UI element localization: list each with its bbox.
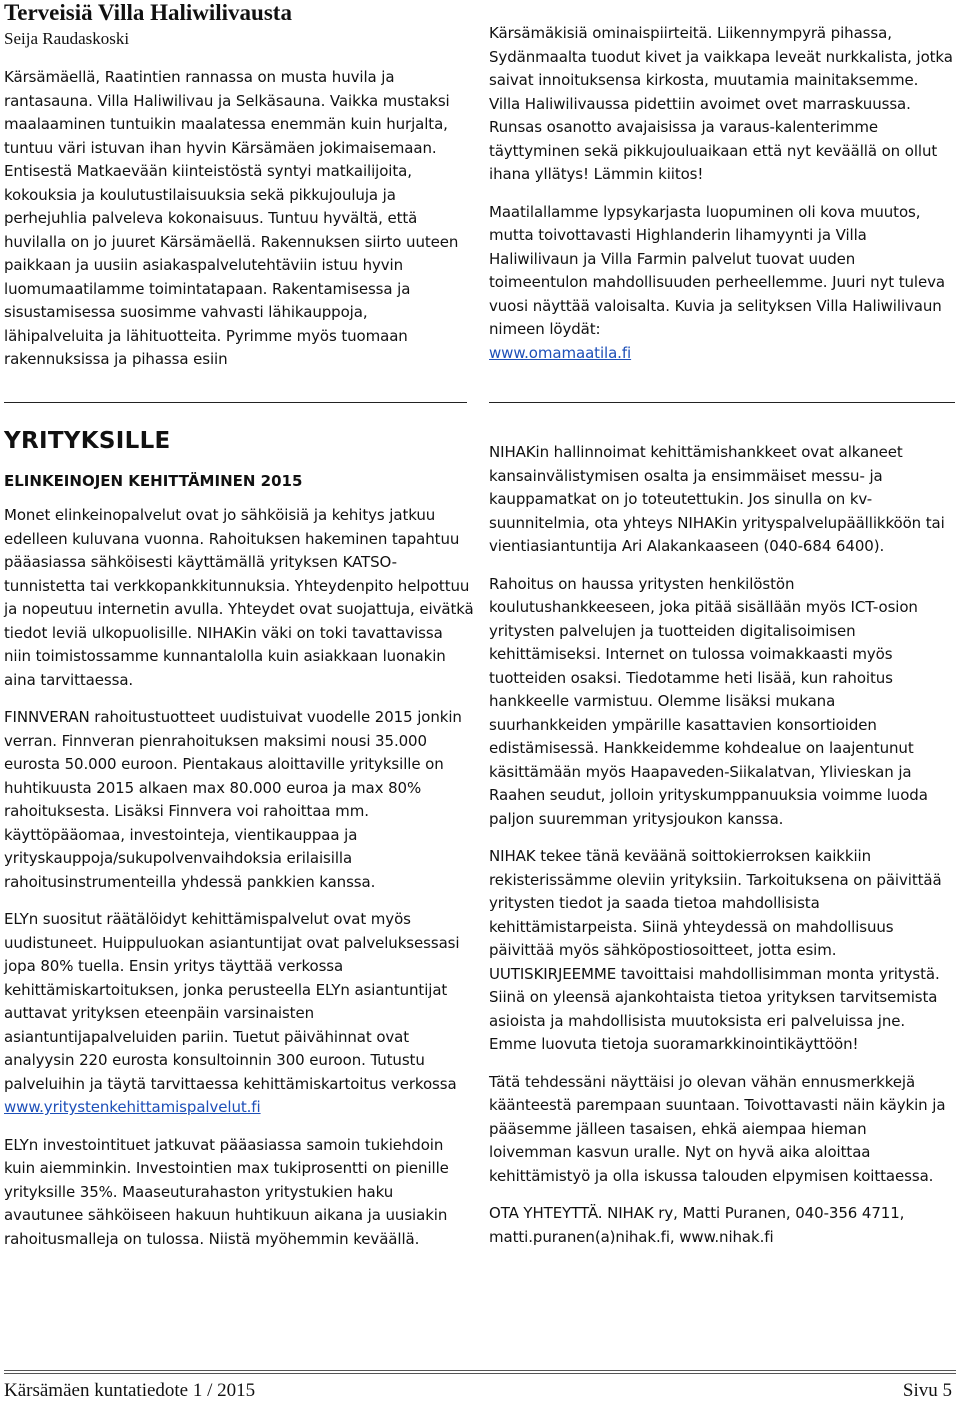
omamaatila-link[interactable]: www.omamaatila.fi <box>489 343 632 362</box>
contact-paragraph: OTA YHTEYTTÄ. NIHAK ry, Matti Puranen, 040-356 4711, matti.puranen(a)nihak.fi, www.nihak.fi <box>489 1204 905 1246</box>
footer-divider-top <box>4 1370 956 1371</box>
article-paragraph: NIHAKin hallinnoimat kehittämishankkeet ovat alkaneet kansainvälistymisen osalta ja ensimmäiset messu- ja kauppamatkat on jo toteutettukin. Jos sinulla on kv-suunnitelmia, ota yhteys NIHAKin yrityspalvelupäällikköön tai vientiasiantuntija Ari Alakankaaseen (040-684 6400). <box>489 443 945 555</box>
top-right-divider <box>489 402 955 403</box>
article-paragraph: Tätä tehdessäni näyttäisi jo olevan vähän ennusmerkkejä käänteestä parempaan suuntaan. Toivottavasti näin käykin ja pääsemme jälleen tasaisen, ehkä aiempaa hieman loivemman kasvun uralle. Nyt on hyvä aika aloittaa kehittämistyö ja olla iskussa talouden elpymisen koittaessa. <box>489 1072 946 1185</box>
article-author: Seija Raudaskoski <box>4 29 130 48</box>
article-paragraph <box>4 908 474 1120</box>
article-paragraph: FINNVERAN rahoitustuotteet uudistuivat vuodelle 2015 jonkin verran. Finnveran pienrahoituksen maksimi nousi 35.000 eurosta 50.000 euroon. Pientakaus aloittaville yrityksille on huhtikuusta 2015 alkaen max 80.000 euroa ja max 80% rahoituksesta. Lisäksi Finnvera voi rahoittaa mm. käyttöpääomaa, investointeja, vientikauppaa ja yrityskauppoja/sukupolvenvaihdoksia erilaisilla rahoitusinstrumenteilla yhdessä pankkien kanssa. <box>4 708 462 891</box>
article-paragraph: Rahoitus on haussa yritysten henkilöstön koulutushankkeeseen, joka pitää sisällään myös ICT-osion yritysten palvelujen ja tuotteiden digitalisoimisen kehittämiseksi. Internet on tulossa voimakkaasti myös tuotteiden osaksi. Tiedotamme heti lisää, kun rahoitus hankkeelle varmistuu. Olemme lisäksi mukana suurhankkeiden ympärille kasattavien konsortioiden edistämisessä. Hankkeidemme kohdealue on laajentunut käsittämään myös Haapaveden-Siikalatvan, Ylivieskan ja Raahen seudut, jolloin yrityskumppanuuksia voimme luoda paljon suuremman yritysjoukon kanssa. <box>489 574 928 828</box>
top-left-column <box>4 0 466 372</box>
companies-left-column <box>4 428 474 1251</box>
article-paragraph <box>489 201 953 366</box>
article-paragraph: Kärsämäellä, Raatintien rannassa on musta huvila ja rantasauna. Villa Haliwilivau ja Selkäsauna. Vaikka mustaksi maalaaminen tuntuikin maalatessa enemmän kuin hurjalta, tuntuu väri istuvan ihan hyvin Kärsämäen jokimaisemaan. Entisestä Matkaevään kiinteistöstä syntyi matkailijoita, kokouksia ja koulutustilaisuuksia sekä pikkujouluja ja perhejuhlia palveleva kokonaisuus. Tuntuu hyvältä, että huvilalla on jo juuret Kärsämäellä. Rakennuksen siirto uuteen paikkaan ja uusiin asiakaspalvelutehtäviin istuu hyvin luomumaatilamme toimintatapaan. Rakentamisessa ja sisustamisessa suosimme vahvasti lähikauppoja, lähipalveluita ja lähituotteita. Pyrimme myös tuomaan rakennuksissa ja pihassa esiin <box>4 68 459 368</box>
article-paragraph: Monet elinkeinopalvelut ovat jo sähköisiä ja kehitys jatkuu edelleen kuluvana vuonna. Rahoituksen hakeminen tapahtuu pääasiassa sähköisesti käyttämällä yrityksen KATSO-tunnistetta tai verkkopankkitunnuksia. Yhteydenpito helpottuu ja nopeutuu internetin avulla. Yhteydet ovat suojattuja, eivätkä tiedot leviä ulkopuolisille. NIHAKin väki on toki tavattavissa niin toimistossamme kunnantalolla kuin asiakkaan luonakin aina tarvittaessa. <box>4 506 474 689</box>
section-subheading: ELINKEINOJEN KEHITTÄMINEN 2015 <box>4 472 303 490</box>
article-paragraph: Kärsämäkisiä ominaispiirteitä. Liikennympyrä pihassa, Sydänmaalta tuodut kivet ja vaikkapa leveät nurkkalista, jotka saivat innoituksensa kirkosta, muutamia mainitaksemme. Villa Haliwilivaussa pidettiin avoimet ovet marraskuussa. Runsas osanotto avajaisissa ja varaus-kalenterimme täyttyminen sekä pikkujouluaikaan että nyt keväällä on ollut ihana yllätys! Lämmin kiitos! <box>489 24 953 183</box>
top-right-column <box>489 22 953 365</box>
article-title: Terveisiä Villa Haliwilivausta <box>4 0 292 25</box>
article-paragraph: ELYn investointituet jatkuvat pääasiassa samoin tukiehdoin kuin aiemminkin. Investointien max tukiprosentti on pienille yrityksille 35%. Maaseuturahaston yritystukien haku avautunee sähköiseen hakuun huhtikuun aikana ja uusiakin rahoitusmalleja on tulossa. Niistä myöhemmin keväällä. <box>4 1135 449 1248</box>
top-left-divider <box>4 402 467 403</box>
footer-page-number: Sivu 5 <box>902 1380 952 1401</box>
article-paragraph-text: ELYn suositut räätälöidyt kehittämispalvelut ovat myös uudistuneet. Huippuluokan asiantuntijat ovat palveluksessasi jopa 80% tuella. Ensin yritys täyttää verkossa kehittämiskartoituksen, jonka perusteella ELYn asiantuntijat auttavat yrityksen eteenpäin varsinaisten asiantuntijapalveluiden pariin. Tuetut päivähinnat ovat analyysin 220 eurosta konsultoinnin 300 euroon. Tutustu palveluihin ja täytä tarvittaessa kehittämiskartoitus verkossa <box>4 910 460 1093</box>
section-heading: YRITYKSILLE <box>4 428 171 454</box>
article-paragraph-text: Maatilallamme lypsykarjasta luopuminen oli kova muutos, mutta toivottavasti Highlanderin lihamyynti ja Villa Haliwilivaun ja Villa Farmin palvelut tuovat uuden toimeentulon mahdollisuuden perheellemme. Juuri nyt tuleva vuosi näyttää valoisalta. Kuvia ja selityksen Villa Haliwilivaun nimeen löydät: <box>489 202 945 338</box>
article-paragraph: NIHAK tekee tänä keväänä soittokierroksen kaikkiin rekisterissämme oleviin yrityksiin. Tarkoituksena on päivittää yritysten tiedot ja saada tietoa mahdollisista kehittämistarpeista. Siinä yhteydessä on mahdollisuus päivittää myös sähköpostiosoitteet, jotta esim. UUTISKIRJEEMME tavoittaisi mahdollisimman monta yritystä. Siinä on yleensä ajankohtaista tietoa yrityksen tarvitsemista asioista ja mahdollisista muutoksista eri palveluissa jne. Emme luovuta tietoja suoramarkkinointikäyttöön! <box>489 847 942 1053</box>
footer-publication: Kärsämäen kuntatiedote 1 / 2015 <box>4 1380 256 1401</box>
footer-divider-bottom <box>4 1373 956 1374</box>
companies-right-column <box>489 441 951 1249</box>
yritystenkehittamispalvelut-link[interactable]: www.yritystenkehittamispalvelut.fi <box>4 1098 261 1116</box>
